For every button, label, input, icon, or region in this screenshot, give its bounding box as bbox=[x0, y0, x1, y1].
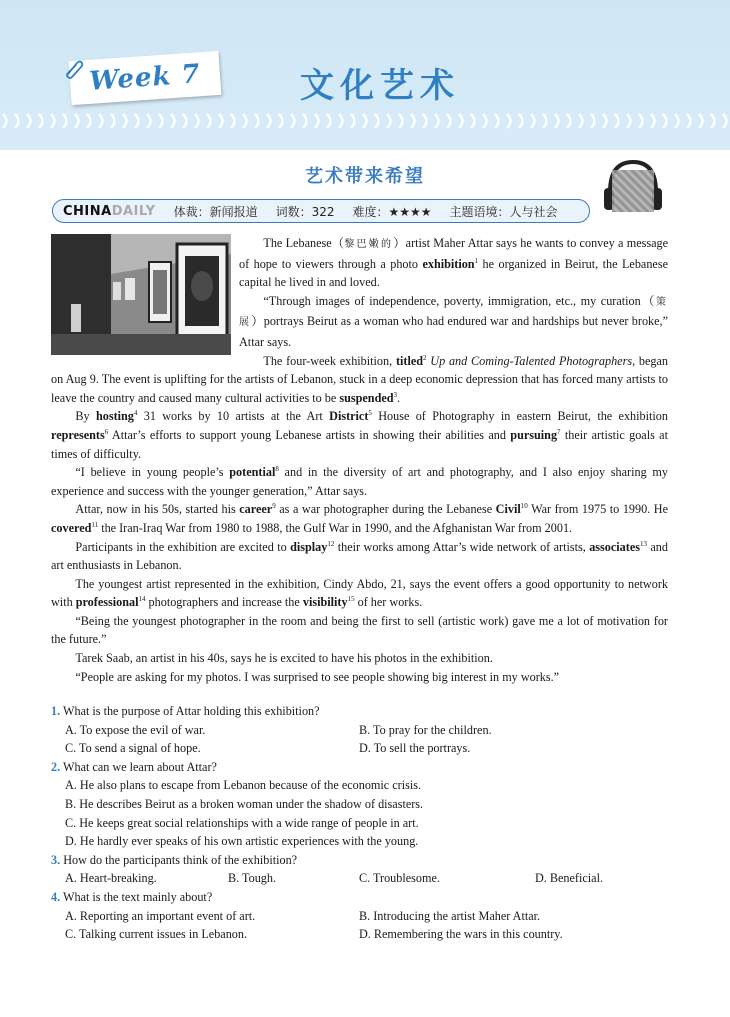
question-number: 1. bbox=[51, 704, 61, 718]
wave-border bbox=[0, 110, 730, 132]
section-title: 文化艺术 bbox=[300, 66, 460, 106]
qr-code[interactable] bbox=[612, 170, 654, 212]
paperclip-icon bbox=[62, 58, 84, 80]
question-stem bbox=[51, 702, 668, 721]
article-paragraph: The four-week exhibition, titled$^2$ Up and Coming-Talented Photographers, began on Aug 9. The event is uplifting for the artists of Lebanon, stuck in a deep economic depression that has forced many artists to leave the country and caused many cultural activities to be suspended$^3$. bbox=[51, 353, 668, 405]
chinadaily-logo: CHINADAILY bbox=[63, 203, 156, 219]
answer-option[interactable]: C. He keeps great social relationships with a wide range of people in art. bbox=[65, 815, 419, 830]
question-section bbox=[51, 702, 668, 944]
answer-option[interactable]: C. To send a signal of hope. bbox=[65, 741, 201, 756]
article-info-bar bbox=[52, 199, 590, 223]
question-number: 4. bbox=[51, 889, 61, 904]
question-text: What can we learn about Attar? bbox=[60, 759, 217, 774]
question-text: How do the participants think of the exhibition? bbox=[60, 852, 298, 867]
question-text: What is the text mainly about? bbox=[60, 889, 213, 904]
answer-option[interactable]: C. Talking current issues in Lebanon. bbox=[65, 927, 248, 942]
answer-option[interactable]: D. Beneficial. bbox=[535, 871, 604, 886]
question-number: 2. bbox=[51, 759, 61, 774]
article-paragraph: “I believe in young people’s potential$^8$ and in the diversity of art and photography, and I also enjoy sharing my experience and success with the younger generation,” Attar says. bbox=[51, 465, 668, 498]
question-stem bbox=[51, 888, 668, 907]
answer-option[interactable]: A. Reporting an important event of art. bbox=[65, 908, 256, 923]
article-paragraph: “People are asking for my photos. I was surprised to see people showing big interest in my works.” bbox=[75, 669, 560, 684]
article-paragraph: “Through images of independence, poverty, immigration, etc., my curation（策展）portrays Beirut as a woman who had endured war and hardships but never broke,” Attar says. bbox=[239, 293, 669, 349]
answer-option[interactable]: C. Troublesome. bbox=[359, 871, 440, 886]
question-number: 3. bbox=[51, 852, 61, 867]
answer-option[interactable]: D. Remembering the wars in this country. bbox=[359, 927, 563, 942]
answer-option[interactable]: B. Introducing the artist Maher Attar. bbox=[359, 908, 541, 923]
article-paragraph: Tarek Saab, an artist in his 40s, says he is excited to have his photos in the exhibition. bbox=[75, 651, 493, 666]
answer-option[interactable]: B. To pray for the children. bbox=[359, 722, 492, 737]
article-paragraph: Attar, now in his 50s, started his career$^9$ as a war photographer during the Lebanese Civil$^{10}$ War from 1975 to 1990. He covered$^{11}$ the Iran-Iraq War from 1980 to 1988, the Gulf War in 1990, and the Afghanistan War from 2001. bbox=[51, 502, 669, 535]
word-count: 词数：322 bbox=[275, 204, 335, 219]
answer-option[interactable]: A. To expose the evil of war. bbox=[65, 722, 206, 737]
question-stem bbox=[51, 851, 668, 870]
answer-option[interactable]: B. He describes Beirut as a broken woman under the shadow of disasters. bbox=[65, 796, 424, 811]
article-paragraph: By hosting$^4$ 31 works by 10 artists at the Art District$^5$ House of Photography in eastern Beirut, the exhibition represents$^6$ Attar’s efforts to support young Lebanese artists in showing their abilities and pursuing$^7$ their artistic goals at times of difficulty. bbox=[51, 409, 668, 461]
article-paragraph: The youngest artist represented in the exhibition, Cindy Abdo, 21, says the event offers a good opportunity to network with professional$^{14}$ photographers and increase the visibility$^{15}$ of her works. bbox=[51, 576, 668, 610]
answer-option[interactable]: D. He hardly ever speaks of his own artistic experiences with the young. bbox=[65, 834, 419, 849]
theme-label: 主题语境：人与社会 bbox=[449, 204, 558, 219]
difficulty-rating: 难度：★★★★ bbox=[352, 204, 432, 219]
week-label: Week 7 bbox=[88, 59, 202, 97]
answer-option[interactable]: A. Heart-breaking. bbox=[65, 871, 157, 886]
article-body bbox=[51, 234, 668, 686]
article-paragraph: “Being the youngest photographer in the room and being the first to sell (artistic work) gave me a lot of motivation for the future.” bbox=[51, 613, 668, 647]
article-paragraph: The Lebanese（黎巴嫩的）artist Maher Attar says he wants to convey a message of hope to viewers through a photo exhibition$^1$ he organized in Beirut, the Lebanese capital he lived in and loved. bbox=[239, 236, 669, 290]
answer-option[interactable]: D. To sell the portrays. bbox=[359, 741, 471, 756]
genre-label: 体裁：新闻报道 bbox=[173, 204, 258, 219]
question-text: What is the purpose of Attar holding this exhibition? bbox=[60, 704, 320, 718]
article-paragraph: Participants in the exhibition are excited to display$^{12}$ their works among Attar’s wide network of artists, associates$^{13}$ and art enthusiasts in Lebanon. bbox=[51, 539, 668, 573]
question-stem bbox=[51, 758, 668, 777]
answer-option[interactable]: B. Tough. bbox=[228, 871, 277, 886]
article-title: 艺术带来希望 bbox=[305, 166, 425, 187]
answer-option[interactable]: A. He also plans to escape from Lebanon because of the economic crisis. bbox=[65, 778, 422, 793]
